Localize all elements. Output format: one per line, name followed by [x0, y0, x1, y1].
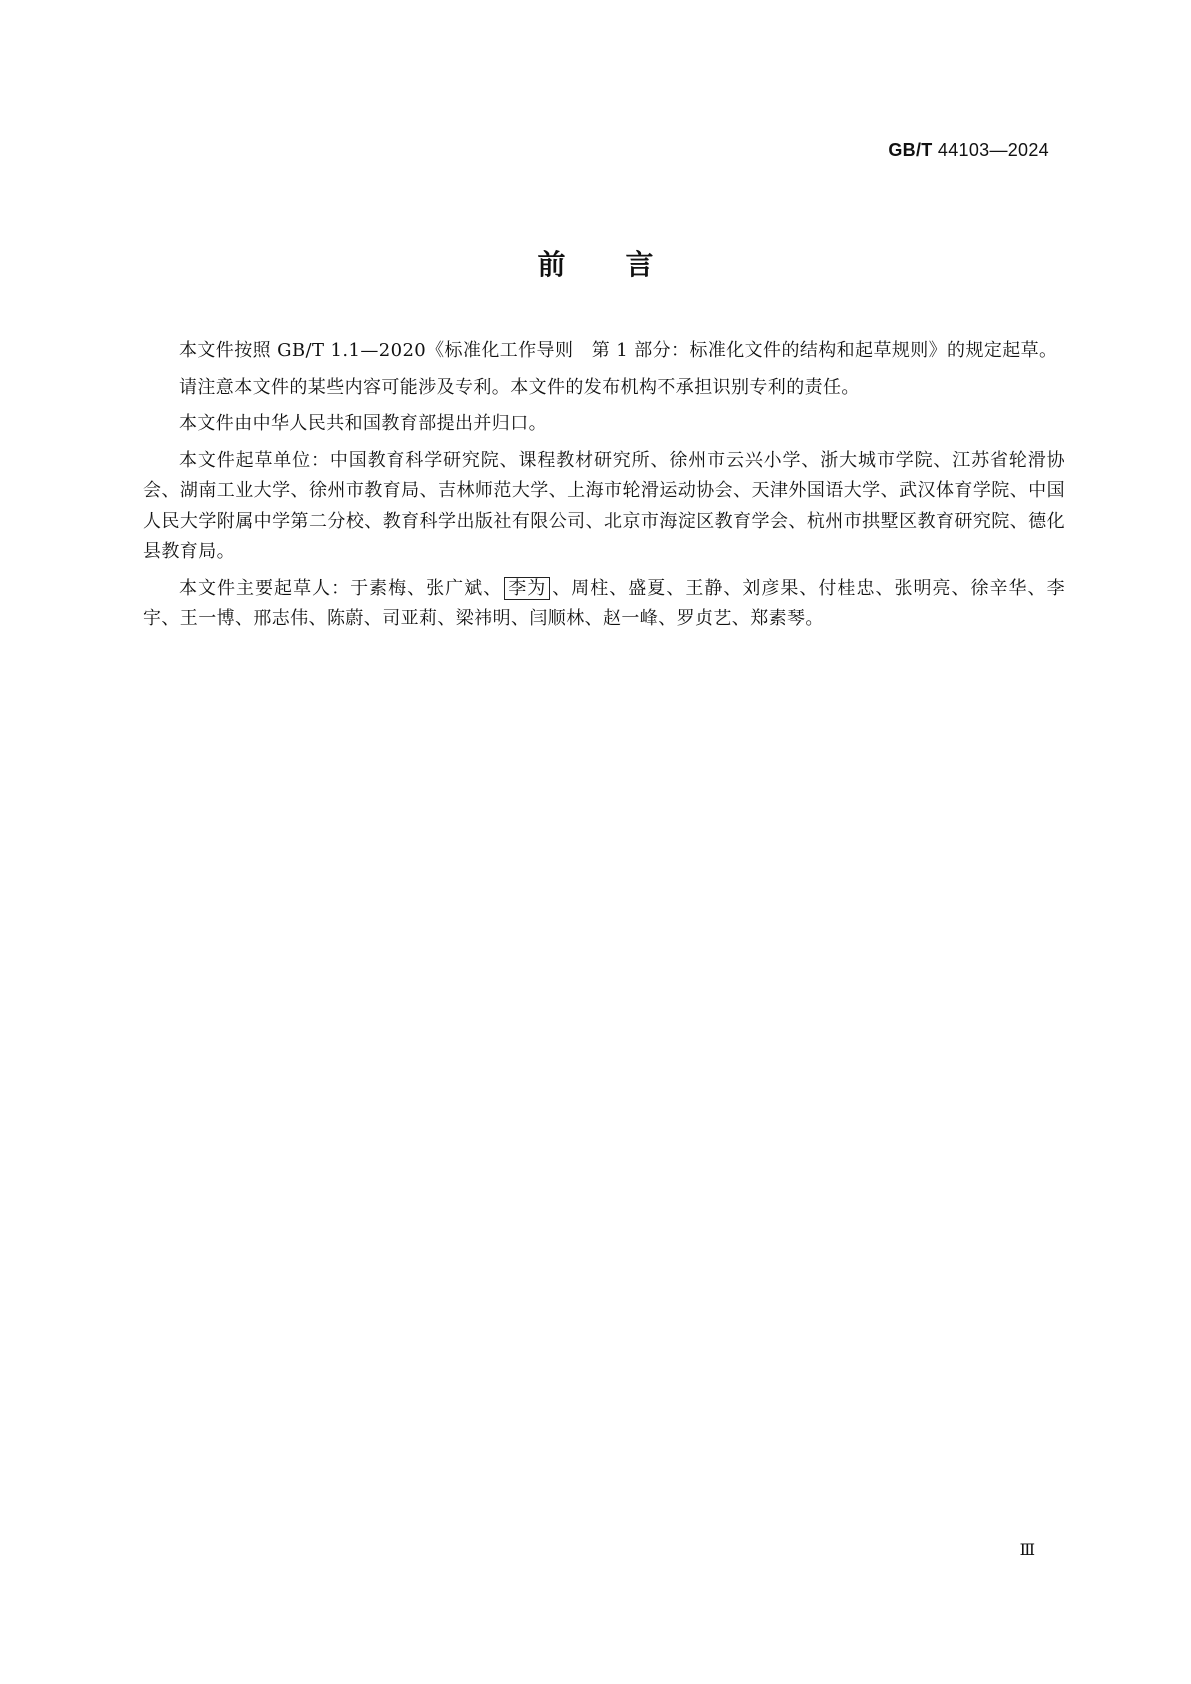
paragraph-drafters	[143, 574, 1065, 635]
page-title: 前言	[537, 248, 714, 281]
boxed-drafter-name: 李为	[504, 577, 550, 600]
standard-prefix: GB/T	[888, 140, 933, 160]
paragraph-proposer: 本文件由中华人民共和国教育部提出并归口。	[179, 413, 547, 434]
paragraph-drafting-rules: 本文件按照 GB/T 1.1—2020《标准化工作导则 第 1 部分：标准化文件的结构和起草规则》的规定起草。	[179, 340, 1058, 361]
drafters-rest: 、周柱、盛夏、王静、刘彦果、付桂忠、张明亮、徐辛华、李宇、王一博、邢志伟、陈蔚、司亚莉、梁祎明、闫顺林、赵一峰、罗贞艺、郑素琴。	[143, 577, 1065, 629]
drafters-lead: 本文件主要起草人：于素梅、张广斌、	[179, 577, 503, 599]
foreword-body	[143, 336, 1065, 635]
page-number: Ⅲ	[1019, 1540, 1035, 1559]
paragraph-patent-notice: 请注意本文件的某些内容可能涉及专利。本文件的发布机构不承担识别专利的责任。	[179, 376, 860, 398]
paragraph-drafting-units: 本文件起草单位：中国教育科学研究院、课程教材研究所、徐州市云兴小学、浙大城市学院、江苏省轮滑协会、湖南工业大学、徐州市教育局、吉林师范大学、上海市轮滑运动协会、天津外国语大学、武汉体育学院、中国人民大学附属中学第二分校、教育科学出版社有限公司、北京市海淀区教育学会、杭州市拱墅区教育研究院、德化县教育局。	[143, 449, 1065, 562]
standard-number	[888, 140, 1049, 161]
standard-code: 44103—2024	[937, 140, 1049, 160]
